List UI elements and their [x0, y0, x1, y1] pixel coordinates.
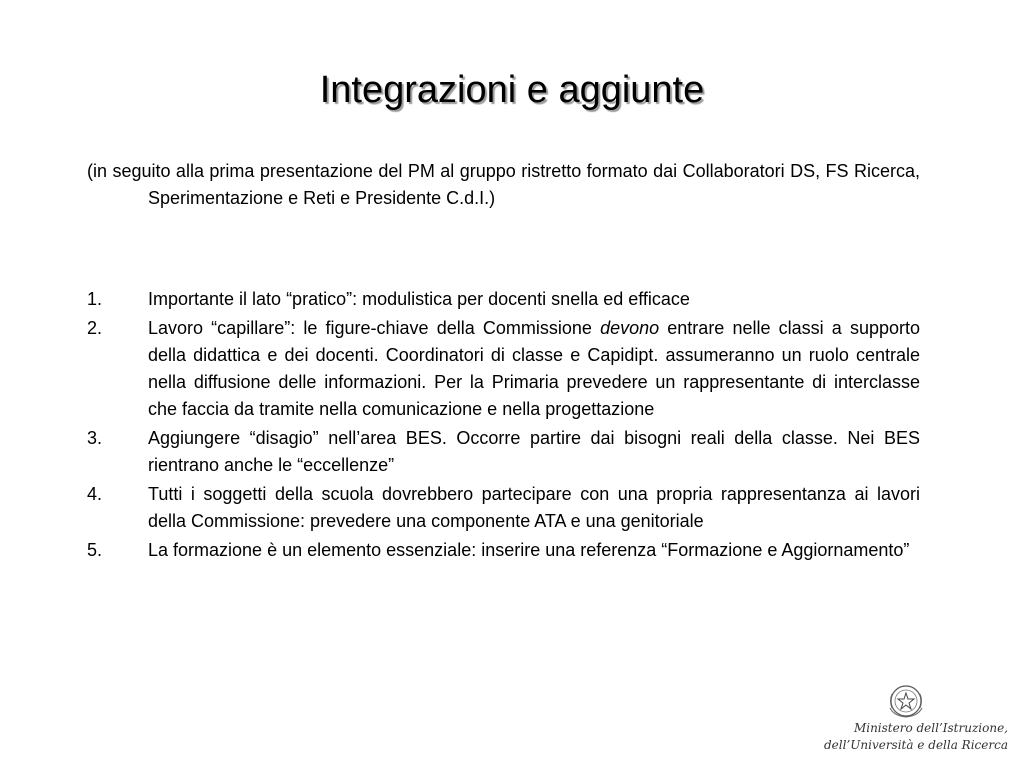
republic-emblem-icon [884, 682, 928, 720]
ministry-name-line1: Ministero dell’Istruzione, [853, 721, 1008, 735]
list-item [87, 425, 920, 479]
list-item-number: 5. [87, 540, 103, 560]
list-item-text-after: entrare nelle classi a supporto della didattica e dei docenti. Coordinatori di classe e Capidipt. assumeranno un ruolo centrale nella diffusione delle informazioni. Per la Primaria prevedere un rappresentante di interclasse che faccia da tramite nella comunicazione e nella progettazione [148, 318, 921, 419]
list-item-text: Importante il lato “pratico”: modulistica per docenti snella ed efficace [148, 289, 690, 309]
list-item [87, 537, 920, 564]
list-item-text-before: Lavoro “capillare”: le figure-chiave della Commissione [148, 318, 601, 338]
list-item-number: 4. [87, 484, 103, 504]
list-item-number: 3. [87, 428, 103, 448]
list-item-number: 2. [87, 318, 103, 338]
list-item-number: 1. [87, 289, 103, 309]
slide-title: Integrazioni e aggiunte [319, 69, 705, 111]
ministry-logo [808, 682, 1008, 762]
list-item [87, 481, 920, 535]
ministry-name [808, 720, 1008, 754]
list-item-text: Aggiungere “disagio” nell’area BES. Occorre partire dai bisogni reali della classe. Nei BES rientrano anche le “eccellenze” [148, 428, 920, 475]
list-item [87, 315, 920, 423]
list-item-text: La formazione è un elemento essenziale: inserire una referenza “Formazione e Aggiornamento” [148, 540, 910, 560]
points-list [87, 286, 920, 566]
intro-paragraph: (in seguito alla prima presentazione del PM al gruppo ristretto formato dai Collaboratori DS, FS Ricerca, Sperimentazione e Reti e Presidente C.d.I.) [87, 161, 920, 208]
list-item-text: Tutti i soggetti della scuola dovrebbero partecipare con una propria rappresentanza ai lavori della Commissione: prevedere una componente ATA e una genitoriale [148, 484, 920, 531]
list-item-emphasis: devono [600, 318, 660, 338]
list-item [87, 286, 920, 313]
ministry-name-line2: dell’Università e della Ricerca [823, 738, 1008, 752]
